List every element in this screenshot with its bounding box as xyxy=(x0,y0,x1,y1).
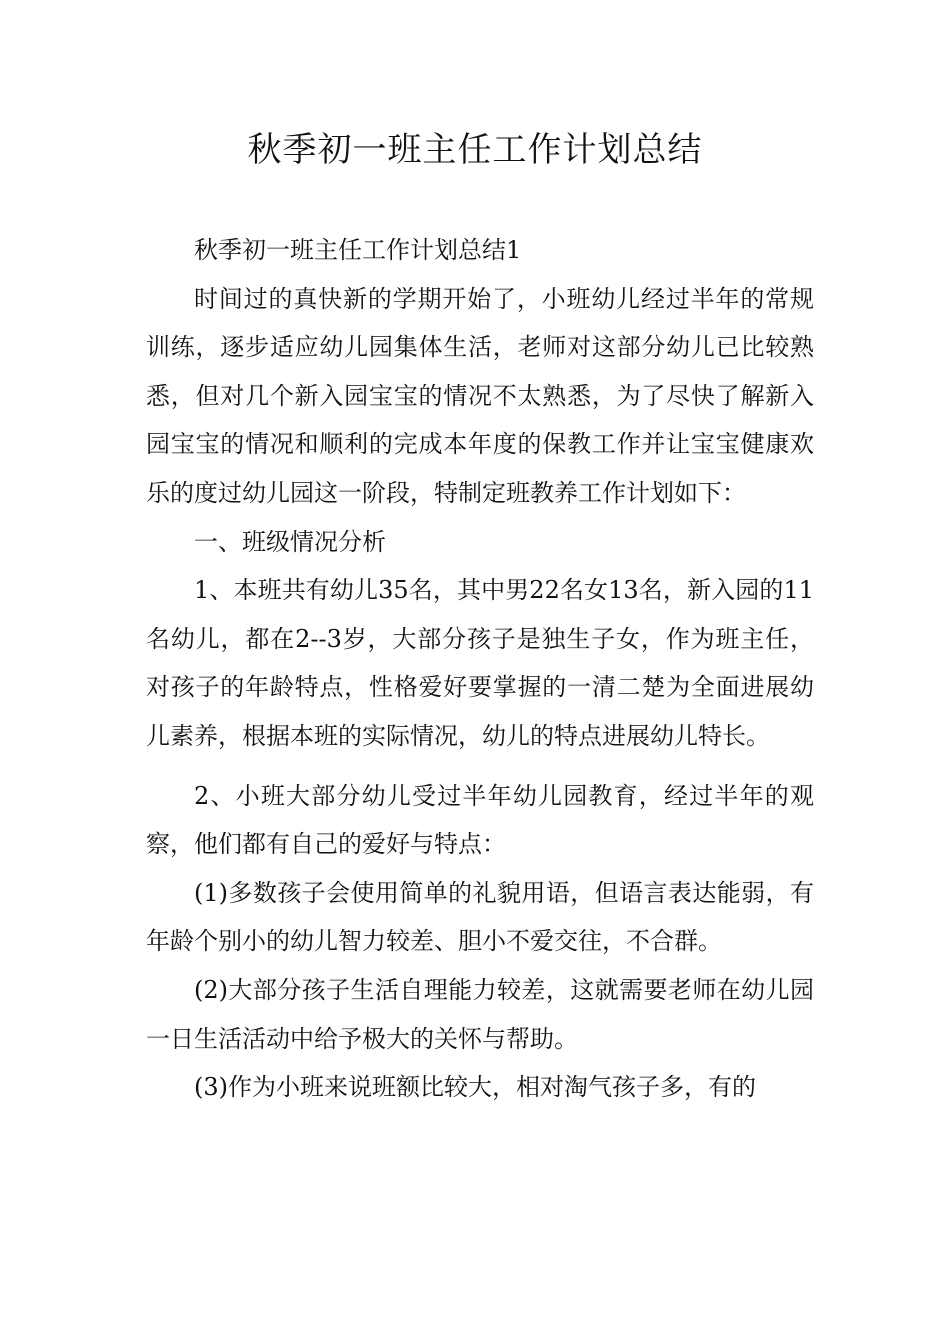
intro-paragraph: 时间过的真快新的学期开始了，小班幼儿经过半年的常规训练，逐步适应幼儿园集体生活，老师对这部分幼儿已比较熟悉，但对几个新入园宝宝的情况不太熟悉，为了尽快了解新入园宝宝的情况和顺利的完成本年度的保教工作并让宝宝健康欢乐的度过幼儿园这一阶段，特制定班教养工作计划如下： xyxy=(146,284,814,507)
document-title: 秋季初一班主任工作计划总结 xyxy=(247,130,703,170)
subpoint-3-paragraph: (3)作为小班来说班额比较大，相对淘气孩子多，有的 xyxy=(194,1073,756,1102)
point-1-paragraph: 1、本班共有幼儿35名，其中男22名女13名，新入园的11名幼儿，都在2--3岁，大部分孩子是独生子女，作为班主任，对孩子的年龄特点，性格爱好要掌握的一清二楚为全面进展幼儿素养，根据本班的实际情况，幼儿的特点进展幼儿特长。 xyxy=(146,576,814,750)
subtitle-paragraph: 秋季初一班主任工作计划总结1 xyxy=(194,236,522,264)
document-body xyxy=(146,226,814,1112)
section-heading-class-analysis: 一、班级情况分析 xyxy=(194,527,386,556)
subpoint-2-paragraph: (2)大部分孩子生活自理能力较差，这就需要老师在幼儿园一日生活活动中给予极大的关怀与帮助。 xyxy=(146,975,814,1053)
point-2-paragraph: 2、小班大部分幼儿受过半年幼儿园教育，经过半年的观察，他们都有自己的爱好与特点： xyxy=(146,781,814,859)
subpoint-1-paragraph: (1)多数孩子会使用简单的礼貌用语，但语言表达能弱，有年龄个别小的幼儿智力较差、胆小不爱交往，不合群。 xyxy=(146,878,814,956)
